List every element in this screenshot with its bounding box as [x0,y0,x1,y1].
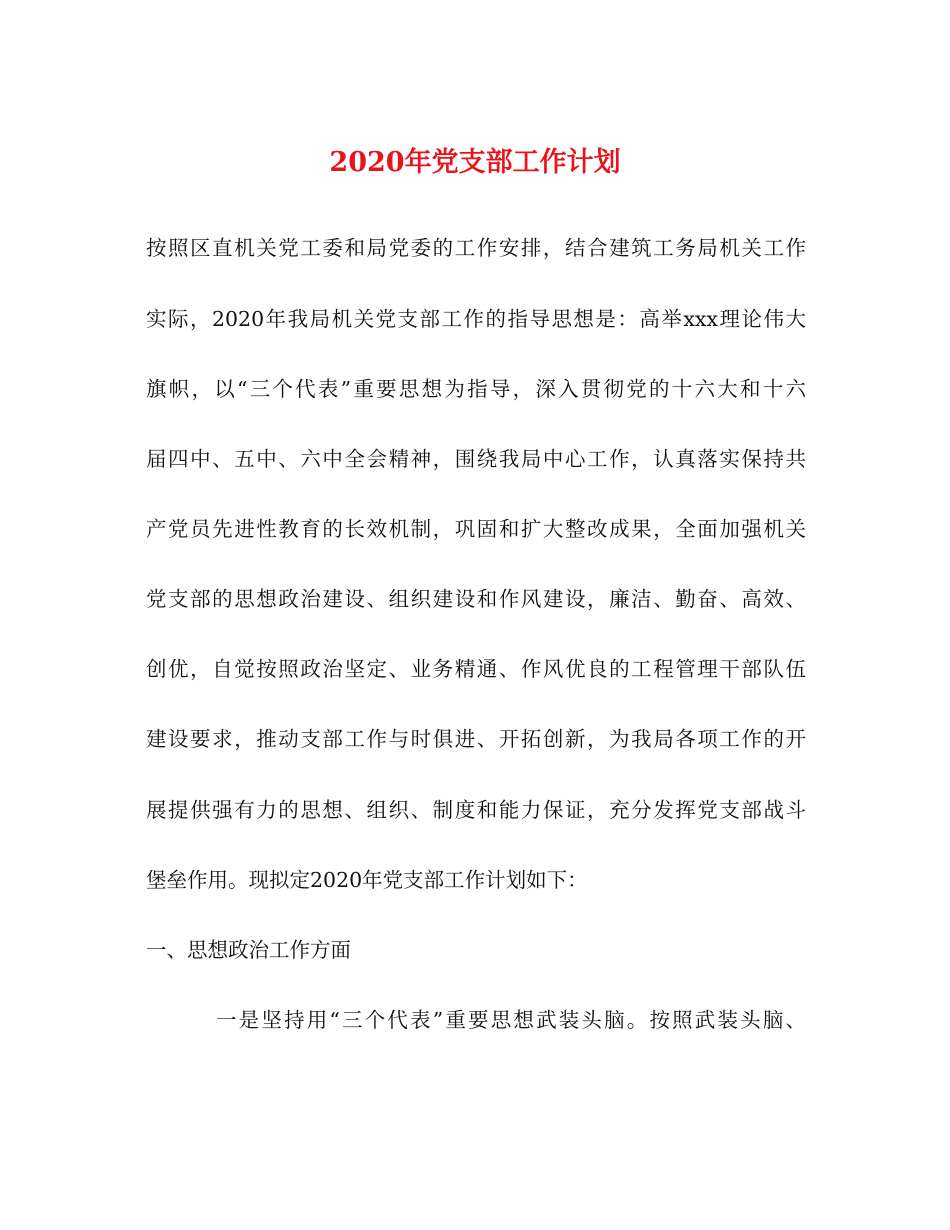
paragraph-line: 建设要求，推动支部工作与时俱进、开拓创新，为我局各项工作的开 [146,727,806,751]
paragraph-line: 展提供强有力的思想、组织、制度和能力保证，充分发挥党支部战斗 [146,798,806,822]
paragraph-line: 堡垒作用。现拟定2020年党支部工作计划如下： [146,868,588,892]
paragraph-line: 党支部的思想政治建设、组织建设和作风建设，廉洁、勤奋、高效、 [146,587,806,611]
section-heading: 一、思想政治工作方面 [146,938,351,962]
paragraph-line: 创优，自觉按照政治坚定、业务精通、作风优良的工程管理干部队伍 [146,657,806,681]
paragraph-line: 旗帜，以“三个代表”重要思想为指导，深入贯彻党的十六大和十六 [146,377,806,401]
paragraph-line: 产党员先进性教育的长效机制，巩固和扩大整改成果，全面加强机关 [146,517,806,541]
sub-paragraph-line: 一是坚持用“三个代表”重要思想武装头脑。按照武装头脑、 [216,1008,806,1032]
paragraph-line: 实际，2020年我局机关党支部工作的指导思想是：高举xxx理论伟大 [146,307,806,331]
paragraph-line: 届四中、五中、六中全会精神，围绕我局中心工作，认真落实保持共 [146,447,806,471]
document-title: 2020年党支部工作计划 [329,147,621,178]
paragraph-line: 按照区直机关党工委和局党委的工作安排，结合建筑工务局机关工作 [146,236,806,260]
